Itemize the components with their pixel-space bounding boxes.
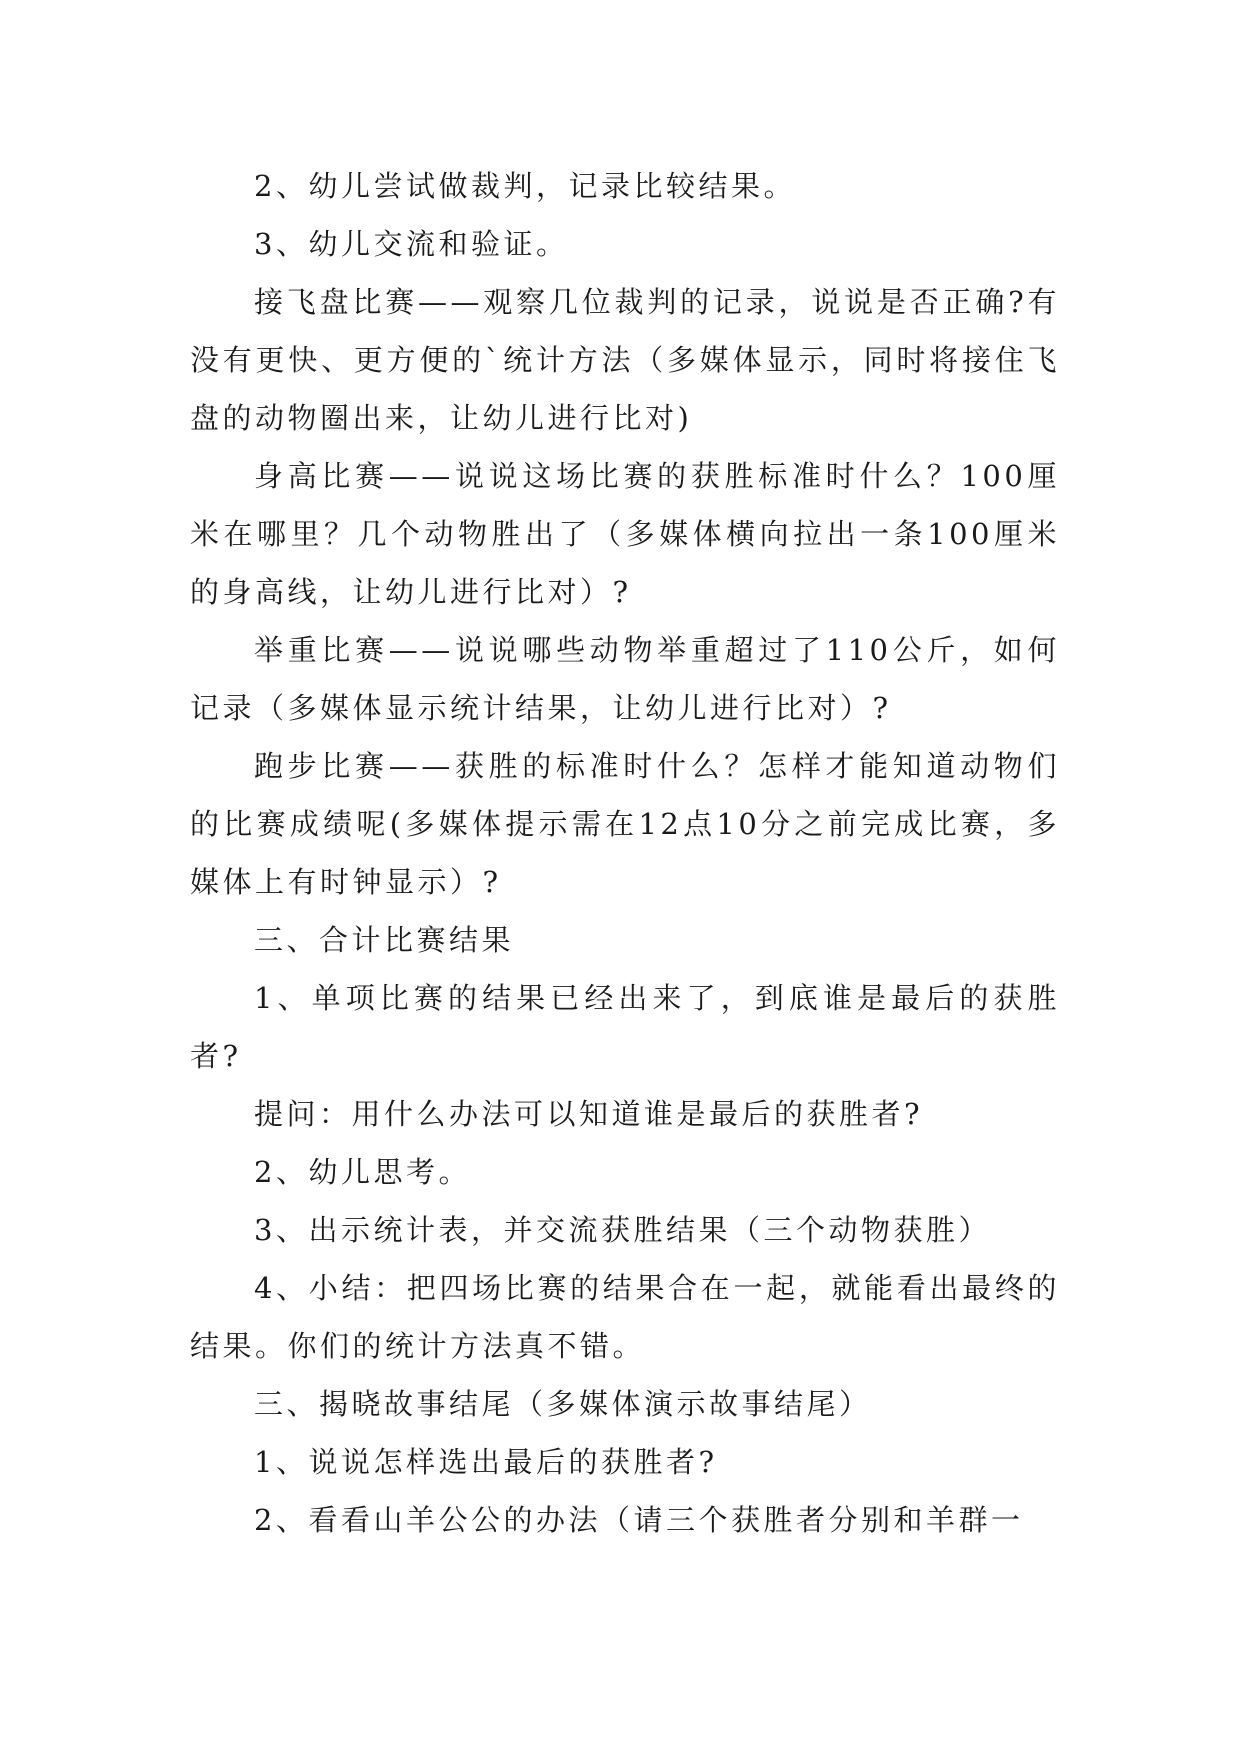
paragraph-goat-method: 2、看看山羊公公的办法（请三个获胜者分别和羊群一	[254, 1503, 1024, 1537]
paragraph-question: 提问：用什么办法可以知道谁是最后的获胜者?	[254, 1097, 924, 1131]
paragraph-summary: 4、小结：把四场比赛的结果合在一起，就能看出最终的结果。你们的统计方法真不错。	[190, 1271, 1060, 1363]
paragraph-weightlifting-contest: 举重比赛——说说哪些动物举重超过了110公斤，如何记录（多媒体显示统计结果，让幼儿进行比对）?	[190, 633, 1060, 725]
paragraph-running-contest: 跑步比赛——获胜的标准时什么？怎样才能知道动物们的比赛成绩呢(多媒体提示需在12点10分之前完成比赛，多媒体上有时钟显示）?	[190, 749, 1060, 899]
section-heading-story-ending: 三、揭晓故事结尾（多媒体演示故事结尾）	[254, 1387, 872, 1421]
section-heading-total-results: 三、合计比赛结果	[254, 923, 515, 957]
paragraph-show-table: 3、出示统计表，并交流获胜结果（三个动物获胜）	[254, 1213, 991, 1247]
paragraph-choose-winner: 1、说说怎样选出最后的获胜者?	[254, 1445, 718, 1479]
paragraph-step-2-judge: 2、幼儿尝试做裁判，记录比较结果。	[254, 169, 796, 203]
paragraph-children-think: 2、幼儿思考。	[254, 1155, 471, 1189]
paragraph-frisbee-contest: 接飞盘比赛——观察几位裁判的记录，说说是否正确?有没有更快、更方便的`统计方法（多媒体显示，同时将接住飞盘的动物圈出来，让幼儿进行比对)	[190, 285, 1060, 435]
paragraph-height-contest: 身高比赛——说说这场比赛的获胜标准时什么？100厘米在哪里？几个动物胜出了（多媒体横向拉出一条100厘米的身高线，让幼儿进行比对）?	[190, 459, 1060, 609]
document-body	[190, 157, 1060, 1549]
paragraph-single-results: 1、单项比赛的结果已经出来了，到底谁是最后的获胜者?	[190, 981, 1060, 1073]
paragraph-step-3-verify: 3、幼儿交流和验证。	[254, 227, 569, 261]
